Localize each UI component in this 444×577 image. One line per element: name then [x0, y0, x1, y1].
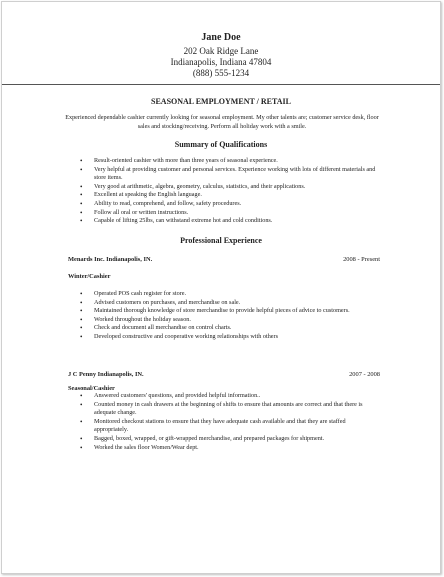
list-item: • Check and document all merchandise on control charts. [80, 324, 378, 333]
list-item: • Worked the sales floor Women/Wear dept. [80, 444, 380, 453]
candidate-name: Jane Doe [201, 32, 241, 43]
job-1-employer: Menards Inc. Indianapolis, IN. [68, 256, 153, 263]
job-2-duties [80, 392, 380, 452]
address-line-1: 202 Oak Ridge Lane [183, 46, 259, 56]
job-2-dates: 2007 - 2008 [349, 371, 380, 378]
job-1-title: Winter/Cashier [68, 273, 111, 280]
address-line-2: Indianapolis, Indiana 47804 [170, 57, 272, 67]
summary-heading: Summary of Qualifications [174, 140, 268, 149]
list-item: • Operated POS cash register for store. [80, 290, 378, 299]
list-item: • Worked throughout the holiday season. [80, 316, 378, 325]
list-item: • Maintained thorough knowledge of store merchandise to provide helpful pieces of advice to customers. [80, 307, 378, 316]
list-item: • Very helpful at providing customer and personal services. Experience working with lots of different materials and store items. [80, 166, 376, 183]
list-item: • Very good at arithmetic, algebra, geometry, calculus, statistics, and their applications. [80, 183, 376, 192]
objective-heading: SEASONAL EMPLOYMENT / RETAIL [151, 97, 291, 106]
list-item: • Answered customers' questions, and provided helpful information.. [80, 392, 380, 401]
list-item: • Capable of lifting 25lbs, can withstand extreme hot and cold conditions. [80, 217, 376, 226]
list-item: • Ability to read, comprehend, and follow, safety procedures. [80, 200, 376, 209]
objective-text: Experienced dependable cashier currently looking for seasonal employment. My other talents are; customer service desk, floor sales and stocking/receiving. Perform all holiday work with a smile. [65, 114, 379, 130]
list-item: • Follow all oral or written instructions. [80, 209, 376, 218]
header-divider [2, 84, 440, 85]
list-item: • Counted money in cash drawers at the beginning of shifts to ensure that amounts are correct and that there is adequate change. [80, 401, 380, 418]
list-item: • Excellent at speaking the English language. [80, 191, 376, 200]
job-1-duties [80, 290, 378, 342]
job-1-dates: 2008 - Present [343, 256, 380, 263]
job-2-employer: J C Penny Indianapolis, IN. [68, 371, 144, 378]
list-item: • Developed constructive and cooperative working relationships with others [80, 333, 378, 342]
list-item: • Bagged, boxed, wrapped, or gift-wrapped merchandise, and prepared packages for shipment. [80, 435, 380, 444]
experience-heading: Professional Experience [180, 236, 262, 245]
list-item: • Monitored checkout stations to ensure that they have adequate cash available and that they are staffed appropriately. [80, 418, 380, 435]
phone-number: (888) 555-1234 [192, 68, 250, 78]
list-item: • Advised customers on purchases, and merchandise on sale. [80, 299, 378, 308]
list-item: • Result-oriented cashier with more than three years of seasonal experience. [80, 157, 376, 166]
summary-list [80, 157, 376, 226]
job-2-title: Seasonal/Cashier [68, 385, 115, 392]
resume-page [1, 1, 441, 574]
